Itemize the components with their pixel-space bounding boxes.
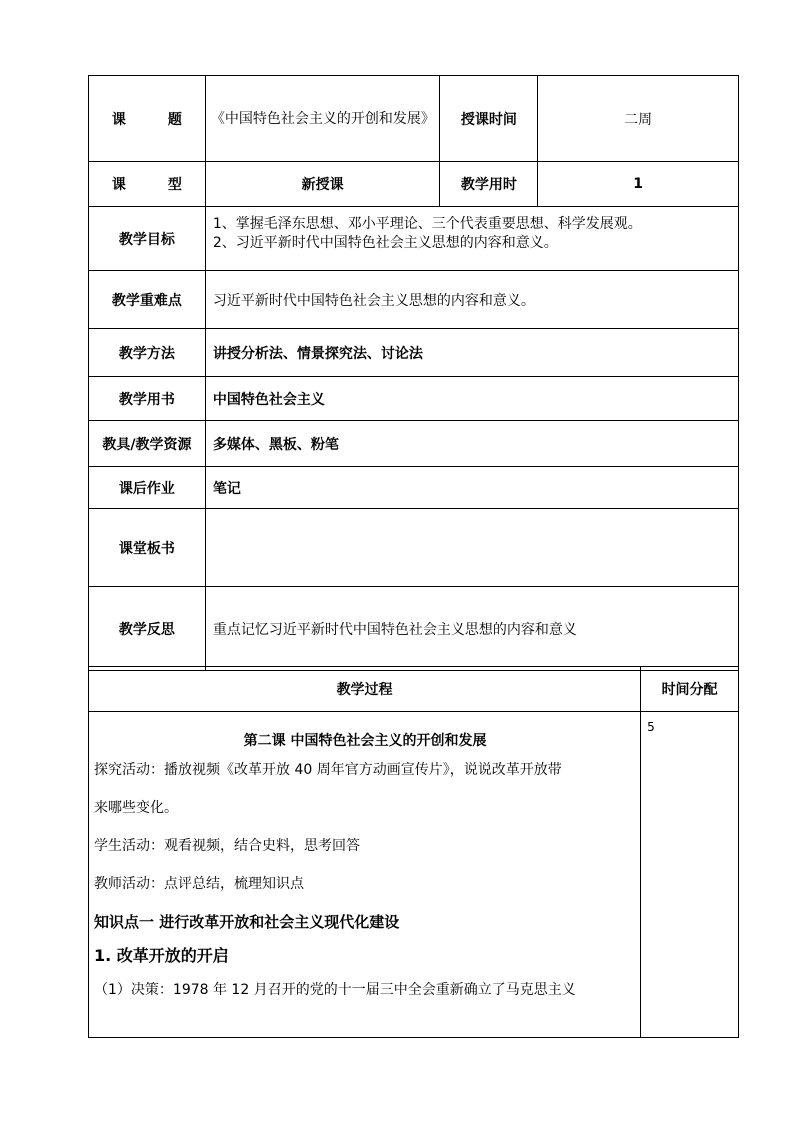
knowledge-point: 知识点一 进行改革开放和社会主义现代化建设: [94, 913, 400, 931]
row-method: [89, 329, 739, 377]
row-book: [89, 377, 739, 421]
student-activity: 学生活动：观看视频，结合史料，思考回答: [94, 838, 360, 854]
resource-label: 教具/教学资源: [89, 421, 206, 467]
hours-value: 1: [538, 162, 739, 207]
key-label: 教学重难点: [89, 271, 206, 329]
key-value: 习近平新时代中国特色社会主义思想的内容和意义。: [205, 271, 738, 329]
process-content: [89, 712, 641, 1038]
lesson-title: 第二课 中国特色社会主义的开创和发展: [243, 733, 487, 749]
type-value: 新授课: [205, 162, 440, 207]
row-goals: [89, 207, 739, 271]
goal-item: 1、掌握毛泽东思想、邓小平理论、三个代表重要思想、科学发展观。: [212, 216, 642, 232]
process-header: 教学过程: [89, 667, 641, 712]
reflect-label: 教学反思: [89, 587, 206, 671]
process-body-row: [89, 712, 739, 1038]
topic-label: 课 题: [89, 76, 206, 162]
reflect-value: 重点记忆习近平新时代中国特色社会主义思想的内容和意义: [205, 587, 738, 671]
resource-value: 多媒体、黑板、粉笔: [205, 421, 738, 467]
row-key: [89, 271, 739, 329]
row-board: [89, 509, 739, 587]
type-label: 课 型: [89, 162, 206, 207]
teacher-activity: 教师活动：点评总结，梳理知识点: [94, 876, 304, 892]
process-header-row: [89, 667, 739, 712]
time-header: 时间分配: [641, 667, 739, 712]
topic-value: 《中国特色社会主义的开创和发展》: [205, 76, 440, 162]
goal-item: 2、习近平新时代中国特色社会主义思想的内容和意义。: [212, 235, 558, 251]
explore-activity-line1: 探究活动：播放视频《改革开放 40 周年官方动画宣传片》，说说改革开放带: [94, 762, 562, 778]
homework-value: 笔记: [205, 467, 738, 509]
time-value: 5: [641, 712, 739, 1038]
board-value: [205, 509, 738, 587]
schedule-label: 授课时间: [440, 76, 538, 162]
method-value: 讲授分析法、情景探究法、讨论法: [205, 329, 738, 377]
hours-label: 教学用时: [440, 162, 538, 207]
row-reflect: [89, 587, 739, 671]
decision-text: （1）决策：1978 年 12 月召开的党的十一届三中全会重新确立了马克思主义: [94, 982, 576, 998]
homework-label: 课后作业: [89, 467, 206, 509]
row-resource: [89, 421, 739, 467]
section-heading: 1. 改革开放的开启: [94, 946, 229, 965]
goals-value: [205, 207, 738, 271]
row-homework: [89, 467, 739, 509]
explore-activity-line2: 来哪些变化。: [94, 800, 178, 816]
book-value: 中国特色社会主义: [205, 377, 738, 421]
goals-label: 教学目标: [89, 207, 206, 271]
method-label: 教学方法: [89, 329, 206, 377]
row-topic: [89, 76, 739, 162]
board-label: 课堂板书: [89, 509, 206, 587]
lesson-plan-table: [88, 75, 739, 671]
book-label: 教学用书: [89, 377, 206, 421]
row-type: [89, 162, 739, 207]
schedule-value: 二周: [538, 76, 739, 162]
teaching-process-table: [88, 666, 739, 1038]
